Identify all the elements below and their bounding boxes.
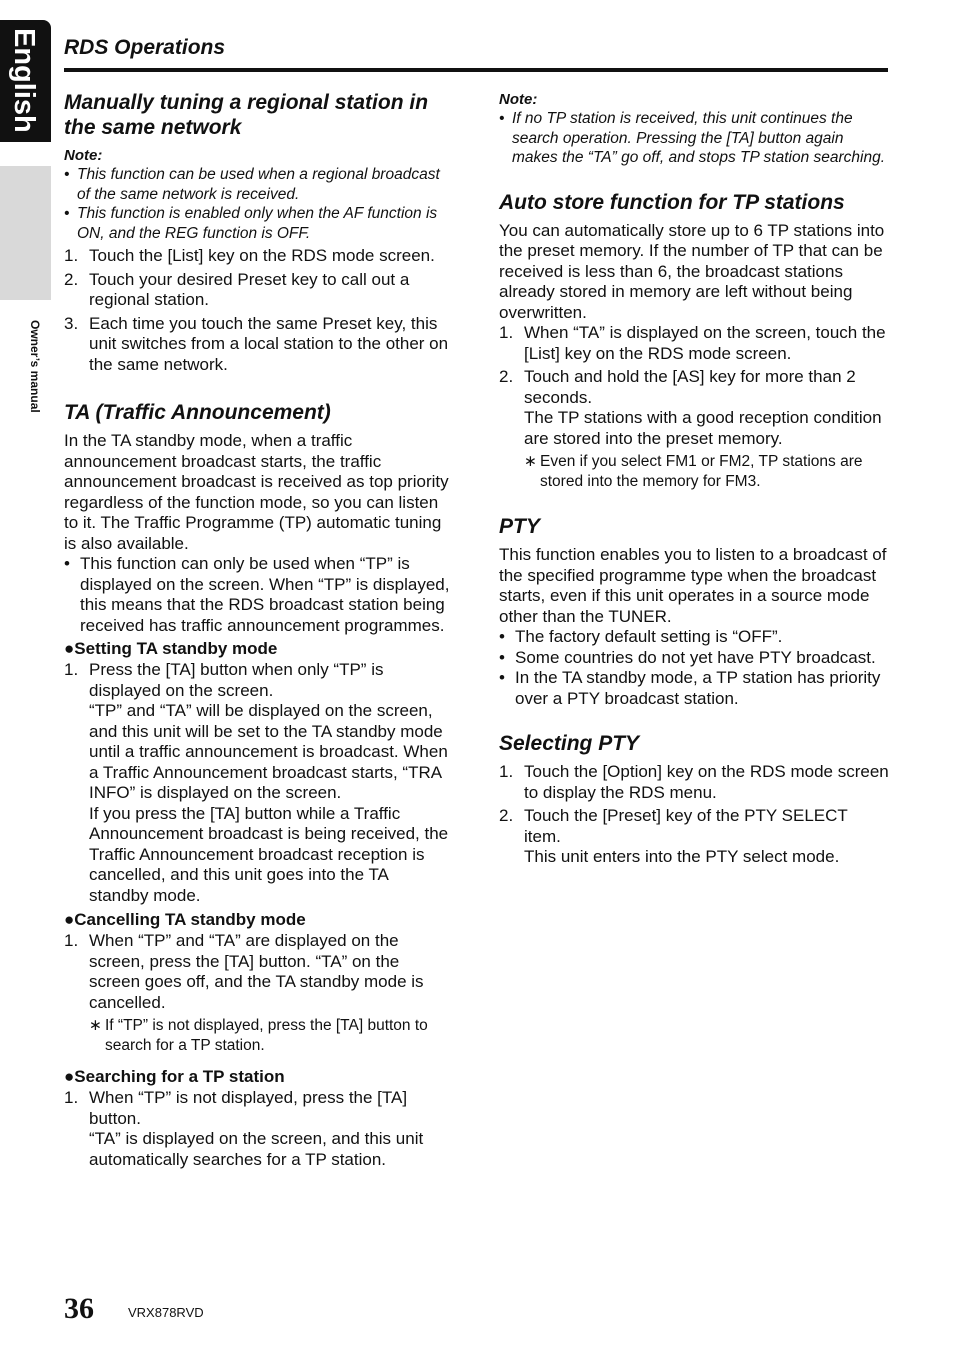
page-header [64,36,888,60]
setting-ta-heading: ●Setting TA standby mode [64,639,278,658]
pty-bullet: • The factory default setting is “OFF”. [499,627,783,646]
model-name: VRX878RVD [128,1305,204,1320]
step-item: 1. Touch the [List] key on the RDS mode screen. [64,246,435,265]
manual-label: Owner’s manual [28,320,42,413]
searching-tp-heading: ●Searching for a TP station [64,1067,285,1086]
left-column [64,90,452,1173]
ta-bullet: • This function can only be used when “TP” is displayed on the screen. When “TP” is displayed, this means that the RDS broadcast station being received has traffic announcement programmes. [64,554,450,635]
manual-tuning-title: Manually tuning a regional station in the same network [64,91,429,139]
ta-intro: In the TA standby mode, when a traffic announcement broadcast starts, the traffic announcement broadcast is received as top priority regardless of the function mode, so you can listen to it. The Traffic Programme (TP) automatic tuning is also available. [64,431,449,553]
right-column [499,90,889,871]
header-rule [64,68,888,72]
cancelling-ta-heading: ●Cancelling TA standby mode [64,910,306,929]
selecting-step: 1. Touch the [Option] key on the RDS mode screen to display the RDS menu. [499,762,889,802]
step-item: 3. Each time you touch the same Preset key, this unit switches from a local station to the other on the same network. [64,313,449,374]
cancelling-footnote: ∗ If “TP” is not displayed, press the [TA] button to search for a TP station. [89,1017,428,1054]
note-item: • This function can be used when a regional broadcast of the same network is received. [64,166,440,203]
selecting-pty-title: Selecting PTY [499,732,640,755]
side-tab [0,20,51,413]
autostore-title: Auto store function for TP stations [499,190,845,214]
note-label: Note: [64,147,103,164]
cancelling-step: 1. When “TP” and “TA” are displayed on the screen, press the [TA] button. “TA” on the screen goes off, and the TA standby mode is cancelled. [64,931,424,1012]
manual-tab [0,166,51,413]
language-label: English [8,28,40,133]
step-item: 2. Touch your desired Preset key to call out a regional station. [64,269,410,309]
section-title: RDS Operations [64,36,226,59]
pty-bullet: • Some countries do not yet have PTY broadcast. [499,647,876,667]
selecting-step: 2. Touch the [Preset] key of the PTY SELECT item. This unit enters into the PTY select mode. [499,806,848,866]
note-label: Note: [499,91,538,108]
language-tab [0,20,51,142]
pty-title: PTY [499,515,540,538]
note-item: • This function is enabled only when the AF function is ON, and the REG function is OFF. [64,205,438,242]
searching-step: 1. When “TP” is not displayed, press the [TA] button. “TA” is displayed on the screen, and this unit automatically searches for a TP station. [64,1088,424,1169]
note-item: • If no TP station is received, this unit continues the search operation. Pressing the [TA] button again makes the “TA” go off, and stops TP station searching. [499,110,886,166]
autostore-intro: You can automatically store up to 6 TP stations into the preset memory. If the number of TP that can be received is less than 6, the broadcast stations already stored in memory are left without being overwritten. [499,220,885,322]
autostore-step: 1. When “TA” is displayed on the screen, touch the [List] key on the RDS mode screen. [499,323,886,363]
pty-intro: This function enables you to listen to a broadcast of the specified programme type when the broadcast starts, even if this unit operates in a source mode other than the TUNER. [499,545,887,626]
autostore-footnote: ∗ Even if you select FM1 or FM2, TP stations are stored into the memory for FM3. [524,453,863,490]
ta-title: TA (Traffic Announcement) [64,401,331,424]
page-number: 36 [64,1292,94,1325]
setting-step: 1. Press the [TA] button when only “TP” is displayed on the screen. “TP” and “TA” will be displayed on the screen, and this unit will be set to the TA standby mode until a traffic announcement is broadcast. When a Traffic Announcement broadcast starts, “TRA INFO” is displayed on the screen. If you press the [TA] button while a Traffic Announcement broadcast is being received, the Traffic Announcement broadcast reception is cancelled, and this unit goes into the TA standby mode. [64,660,449,905]
pty-bullet: • In the TA standby mode, a TP station has priority over a PTY broadcast station. [499,668,881,708]
autostore-step: 2. Touch and hold the [AS] key for more than 2 seconds. The TP stations with a good reception condition are stored into the preset memory. [499,367,882,448]
